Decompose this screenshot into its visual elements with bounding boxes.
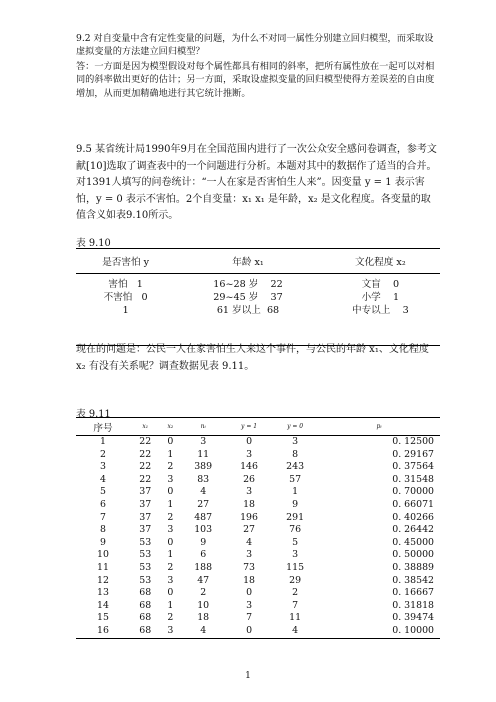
table-cell: 291 — [286, 511, 305, 523]
table-cell: 3 — [160, 625, 180, 638]
table-cell: 0. 50000 — [392, 549, 434, 561]
table-cell: 3 — [246, 599, 253, 611]
t910-cell: 29~45 岁 37 — [213, 292, 283, 303]
table-cell: 243 — [286, 461, 305, 473]
t911-header-x1: x₁ — [130, 418, 160, 436]
table-cell: 0. 37564 — [392, 461, 434, 473]
t911-header-y1: y = 1 — [226, 418, 272, 436]
table-cell: 9 — [292, 498, 299, 510]
t910-header-education: 文化程度 x₂ — [321, 249, 440, 274]
t910-cell: 16~28 岁 22 — [213, 279, 283, 290]
table-cell: 8 — [100, 524, 106, 536]
table-cell: 3 — [246, 549, 253, 561]
table-cell: 9 — [200, 536, 207, 548]
table-cell: 0 — [226, 625, 272, 638]
table-cell: 18 — [243, 498, 256, 510]
table-cell: 4 — [246, 536, 253, 548]
table-cell: 2 — [167, 612, 174, 624]
table-row — [76, 600, 440, 613]
question-9-2-text: 9.2 对自变量中含有定性变量的问题，为什么不对同一属性分别建立回归模型，而采取设虚拟变量的方法建立回归模型？ — [76, 33, 434, 58]
table-cell: 0 — [167, 436, 174, 447]
table-cell: 3 — [100, 461, 106, 473]
table-cell: 14 — [97, 599, 109, 611]
table-cell: 5 — [100, 486, 106, 498]
table-cell: 6 — [100, 498, 106, 510]
t911-header-y0: y = 0 — [272, 418, 318, 436]
table-cell: 103 — [194, 524, 213, 536]
table-cell: 16 — [76, 625, 130, 638]
table-cell: 83 — [197, 473, 210, 485]
table-cell: 1 — [167, 549, 174, 561]
t910-cell: 不害怕 0 — [103, 292, 148, 303]
table-cell: 0. 31548 — [392, 473, 434, 485]
table-row — [76, 562, 440, 575]
question-text-2: 现在的问题是：公民一人在家害怕生人来这个事件，与公民的年龄 x₁、文化程度 x₂ 有没有关系呢？调查数据见表 9.11。 — [76, 344, 429, 372]
table-cell: 11 — [97, 561, 109, 573]
table-cell: 3 — [246, 486, 253, 498]
table-cell: 146 — [240, 461, 258, 473]
table-cell: 4 — [272, 625, 318, 638]
table-cell: 53 — [139, 536, 152, 548]
table-row — [76, 499, 440, 512]
table-cell: 37 — [139, 486, 152, 498]
t910-header-age: 年龄 x₁ — [175, 249, 320, 274]
table-cell: 27 — [197, 498, 210, 510]
table-cell: 0 — [167, 587, 174, 599]
table-cell: 2 — [100, 448, 106, 460]
table-cell: 0 — [246, 436, 253, 447]
table-cell: 3 — [167, 574, 174, 586]
table-cell: 0. 66071 — [392, 498, 434, 510]
table-cell: 4 — [180, 625, 226, 638]
table-cell: 53 — [139, 561, 152, 573]
table-cell: 37 — [139, 511, 152, 523]
table-cell: 0. 10000 — [318, 625, 440, 638]
table-row — [76, 512, 440, 525]
table-cell: 487 — [194, 511, 213, 523]
t910-col-age — [175, 274, 320, 346]
table-cell: 7 — [292, 599, 299, 611]
table-row — [76, 625, 440, 638]
t910-col-fear — [76, 274, 175, 346]
table-cell: 3 — [292, 549, 299, 561]
table-9-10 — [76, 248, 440, 346]
table-cell: 0. 31818 — [392, 599, 434, 611]
table-cell: 4 — [100, 473, 106, 485]
t910-cell: 小学 1 — [361, 292, 400, 303]
table-cell: 10 — [97, 549, 109, 561]
table-cell: 68 — [130, 625, 160, 638]
table-cell: 115 — [286, 561, 305, 573]
table-cell: 0. 40266 — [392, 511, 434, 523]
table-cell: 2 — [200, 587, 207, 599]
table-cell: 29 — [289, 574, 302, 586]
t911-header-pi: pᵢ — [318, 418, 440, 436]
table-cell: 9 — [100, 536, 106, 548]
table-cell: 1 — [100, 436, 106, 447]
table-cell: 68 — [139, 599, 152, 611]
t911-header-x2: x₂ — [160, 418, 180, 436]
table-cell: 37 — [139, 498, 152, 510]
table-cell: 22 — [139, 473, 152, 485]
table-cell: 2 — [167, 461, 174, 473]
table-cell: 11 — [197, 448, 210, 460]
table-9-11-caption: 表 9.11 — [76, 409, 111, 420]
table-cell: 53 — [139, 549, 152, 561]
table-row — [76, 612, 440, 625]
table-cell: 68 — [139, 587, 152, 599]
table-cell: 196 — [240, 511, 258, 523]
table-row — [76, 587, 440, 600]
t911-header-index: 序号 — [76, 418, 130, 436]
table-cell: 0 — [167, 486, 174, 498]
table-cell: 0. 39474 — [392, 612, 434, 624]
table-cell: 1 — [167, 599, 174, 611]
table-cell: 0. 70000 — [392, 486, 434, 498]
table-row — [76, 524, 440, 537]
t910-cell: 61 岁以上 68 — [216, 305, 280, 316]
question-9-2 — [76, 32, 440, 100]
t910-header-fear: 是否害怕 y — [76, 249, 175, 274]
table-cell: 22 — [139, 461, 152, 473]
table-cell: 37 — [139, 524, 152, 536]
table-cell: 47 — [197, 574, 210, 586]
table-cell: 68 — [139, 612, 152, 624]
table-cell: 22 — [139, 448, 152, 460]
table-cell: 0. 26442 — [392, 524, 434, 536]
table-cell: 389 — [194, 461, 213, 473]
table-cell: 3 — [167, 524, 174, 536]
table-cell: 15 — [97, 612, 109, 624]
table-cell: 12 — [97, 574, 109, 586]
table-cell: 27 — [243, 524, 256, 536]
page-number: 1 — [245, 671, 251, 681]
table-cell: 0. 16667 — [392, 587, 434, 599]
table-cell: 3 — [167, 473, 174, 485]
table-cell: 0. 38542 — [392, 574, 434, 586]
table-cell: 10 — [197, 599, 210, 611]
table-cell: 76 — [289, 524, 302, 536]
table-cell: 2 — [292, 587, 299, 599]
table-cell: 18 — [197, 612, 210, 624]
table-cell: 3 — [246, 448, 253, 460]
t911-body — [76, 436, 440, 639]
table-cell: 0. 45000 — [392, 536, 434, 548]
table-cell: 53 — [139, 574, 152, 586]
table-cell: 0 — [167, 536, 174, 548]
table-row — [76, 537, 440, 550]
table-cell: 0 — [246, 587, 253, 599]
table-row — [76, 436, 440, 449]
table-row — [76, 549, 440, 562]
table-cell: 3 — [292, 436, 299, 447]
t911-header-ni: nᵢ — [180, 418, 226, 436]
table-row — [76, 575, 440, 588]
table-cell: 5 — [292, 536, 299, 548]
t910-cell: 中专以上 3 — [352, 305, 409, 316]
t910-cell: 1 — [122, 305, 129, 316]
table-cell: 0. 38889 — [392, 561, 434, 573]
table-cell: 0. 29167 — [392, 448, 434, 460]
table-cell: 22 — [139, 436, 152, 447]
table-row — [76, 474, 440, 487]
table-cell: 2 — [167, 511, 174, 523]
table-cell: 1 — [292, 486, 299, 498]
table-cell: 26 — [243, 473, 256, 485]
table-cell: 2 — [167, 561, 174, 573]
table-cell: 1 — [167, 448, 174, 460]
t910-col-education — [321, 274, 440, 346]
table-row — [76, 461, 440, 474]
table-row — [76, 486, 440, 499]
table-cell: 57 — [289, 473, 302, 485]
table-cell: 11 — [289, 612, 302, 624]
table-cell: 0. 12500 — [392, 436, 434, 447]
table-cell: 1 — [167, 498, 174, 510]
t910-cell: 文盲 0 — [361, 279, 400, 290]
question-9-5: 9.5 某省统计局1990年9月在全国范围内进行了一次公众安全感问卷调查，参考文献[10]选取了调查表中的一个问题进行分析。本题对其中的数据作了适当的合并。对1391人填写的问卷统计：“一人在家是否害怕生人来”。因变量 y = 1 表示害怕，y = 0 表示不害怕。2个自变量：x₁ x₁ 是年龄，x₂ 是文化程度。各变量的取值含义如表9.10所示。 — [76, 144, 437, 222]
t910-cell: 害怕 1 — [108, 279, 143, 290]
table-9-11 — [76, 417, 440, 639]
question-9-2-answer: 答：一方面是因为模型假设对每个属性都具有相同的斜率，把所有属性放在一起可以对相同的斜率做出更好的估计；另一方面，采取设虚拟变量的回归模型使得方差误差的自由度增加，从而更加精确地进行其它统计推断。 — [76, 60, 435, 99]
table-cell: 7 — [246, 612, 253, 624]
table-row — [76, 449, 440, 462]
table-cell: 73 — [243, 561, 256, 573]
table-cell: 8 — [292, 448, 299, 460]
table-cell: 13 — [97, 587, 109, 599]
table-cell: 3 — [200, 436, 207, 447]
table-cell: 7 — [100, 511, 106, 523]
table-cell: 18 — [243, 574, 256, 586]
table-cell: 6 — [200, 549, 207, 561]
table-cell: 188 — [194, 561, 213, 573]
table-9-10-caption: 表 9.10 — [76, 238, 111, 249]
table-cell: 4 — [200, 486, 207, 498]
